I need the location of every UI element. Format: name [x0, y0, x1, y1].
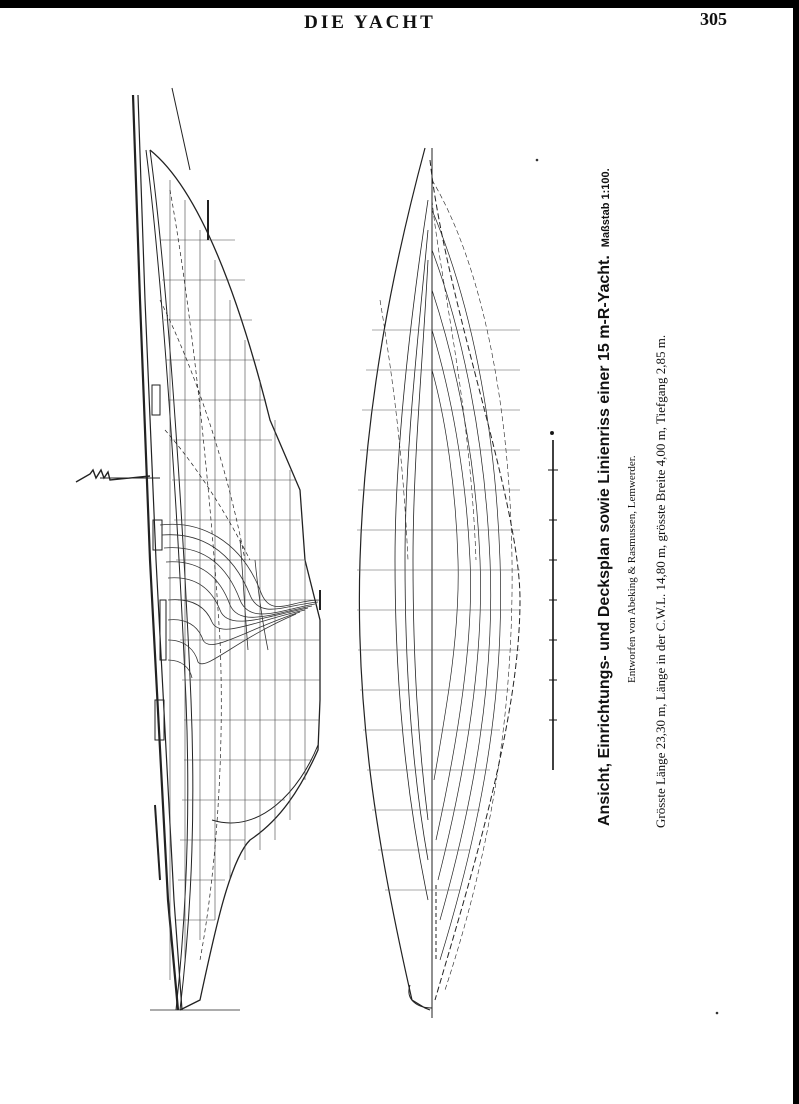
page-number: 305 — [700, 9, 727, 29]
scale-bar — [548, 440, 558, 770]
caption-designer: Entworfen von Abeking & Rasmussen, Lemwerder. — [626, 455, 638, 683]
profile-view — [76, 88, 320, 1010]
running-header: DIE YACHT — [304, 12, 436, 33]
caption-scale: Maßstab 1:100. — [600, 168, 612, 248]
caption-main: Ansicht, Einrichtungs- und Decksplan sowie Linienriss einer 15 m-R-Yacht. — [596, 255, 613, 826]
caption-dimensions: Grösste Länge 23,30 m, Länge in der C.W.L. 14,80 m, grösste Breite 4,00 m, Tiefgang 2,85 m. — [653, 334, 668, 828]
half-breadth-plan — [357, 148, 520, 1018]
